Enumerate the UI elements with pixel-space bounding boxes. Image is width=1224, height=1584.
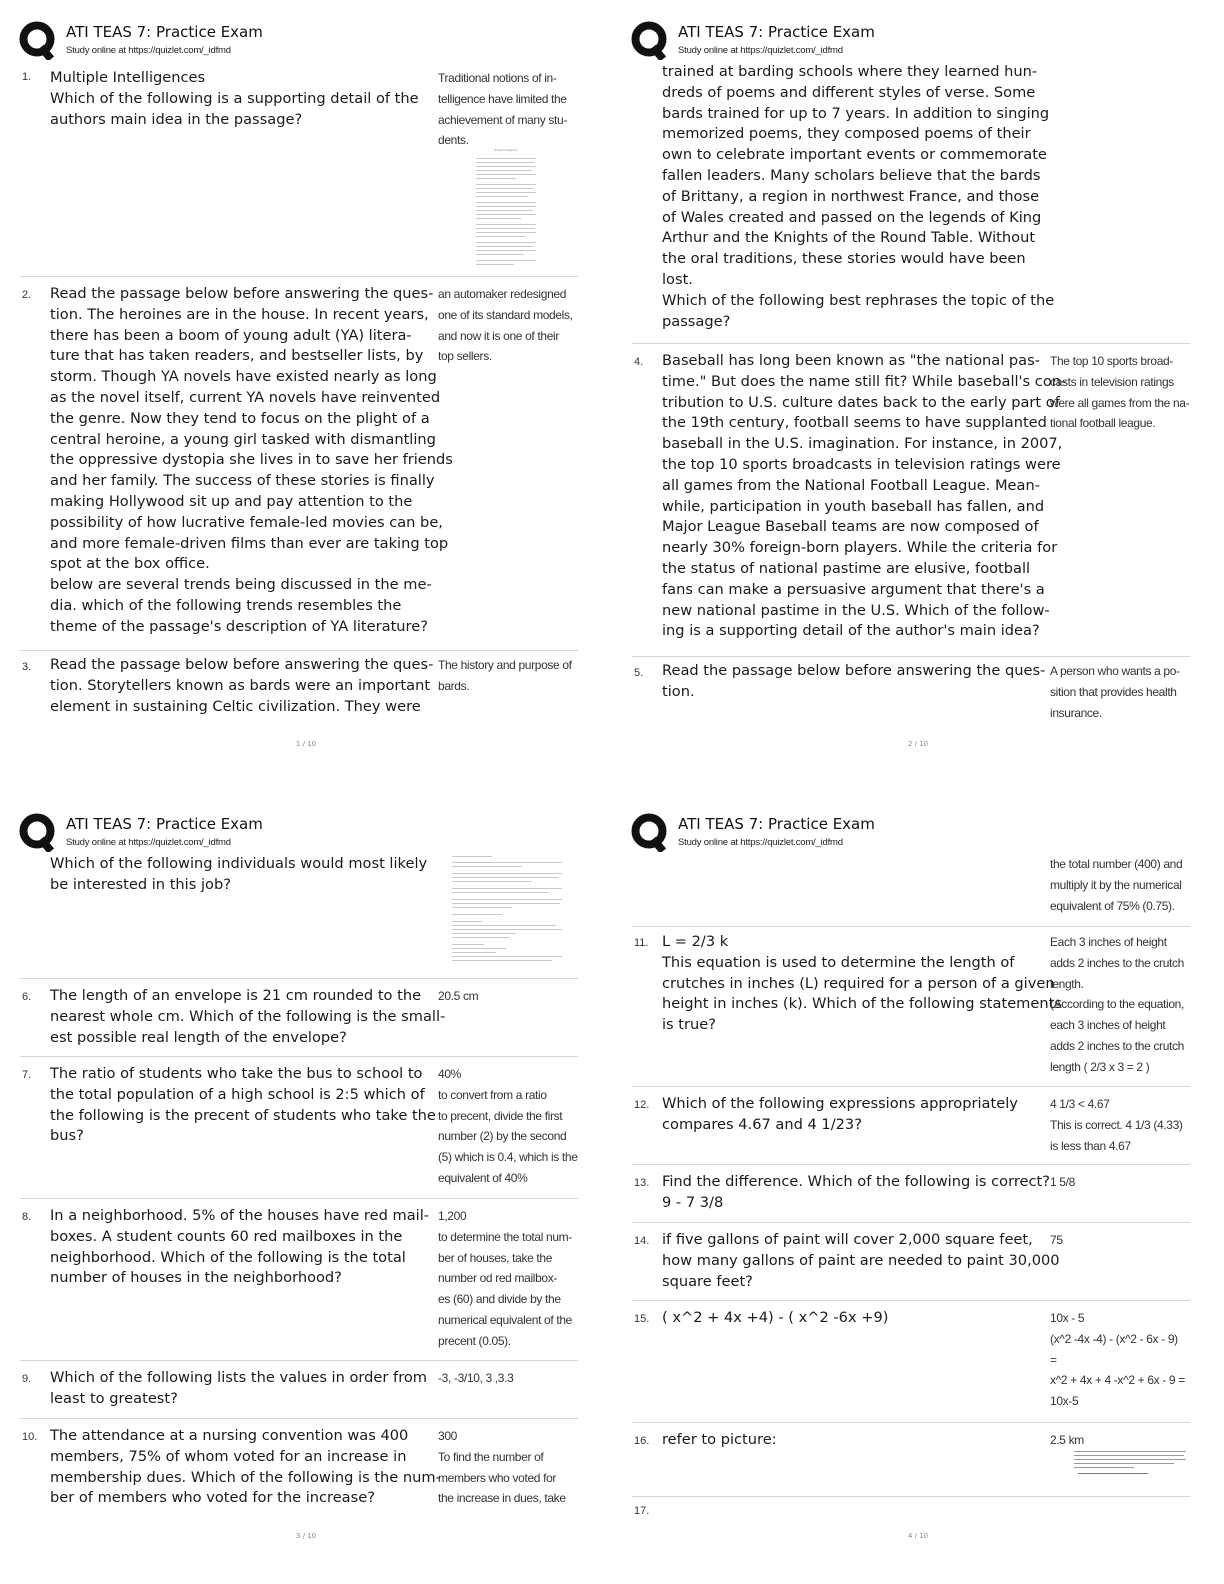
question-number: 10. — [22, 1431, 38, 1443]
question-text: Which of the following individuals would most likely be interested in this job? — [50, 855, 428, 893]
question-text: The ratio of students who take the bus to school to the total population of a high school is 2:5 which of the following is the precent of students who take the bus? — [50, 1065, 436, 1145]
question-text: Find the difference. Which of the following is correct? 9 - 7 3/8 — [662, 1173, 1050, 1211]
study-link[interactable]: Study online at https://quizlet.com/_idfmd — [66, 837, 231, 848]
question-number: 9. — [22, 1373, 32, 1385]
question-text: L = 2/3 k This equation is used to determine the length of crutches in inches (L) required for a person of a given height in inches (k). Which of the following statements is true? — [662, 933, 1062, 1034]
question-number: 14. — [634, 1235, 650, 1247]
question-number: 17. — [634, 1505, 650, 1517]
question-number: 11. — [634, 937, 649, 949]
question-text: refer to picture: — [662, 1431, 777, 1448]
question-card — [20, 1360, 578, 1417]
question-card — [20, 650, 578, 731]
question-number: 16. — [634, 1435, 650, 1447]
quizlet-logo-icon — [18, 812, 58, 852]
answer-text: 1 5/8 — [1050, 1175, 1075, 1189]
job-posting-thumbnail — [450, 854, 566, 972]
question-card — [20, 66, 578, 274]
question-number: 5. — [634, 667, 644, 679]
question-text: In a neighborhood. 5% of the houses have red mail- boxes. A student counts 60 red mailboxes in the neighborhood. Which of the following is the total number of houses in the neighborhood? — [50, 1207, 430, 1287]
page-number: 4 / 10 — [907, 1532, 929, 1540]
question-text: Multiple Intelligences Which of the following is a supporting detail of the authors main idea in the passage? — [50, 69, 419, 128]
question-number: 6. — [22, 991, 32, 1003]
question-card — [20, 1418, 578, 1519]
question-card — [20, 1198, 578, 1359]
quizlet-logo-icon — [630, 812, 670, 852]
page-number: 1 / 10 — [295, 740, 317, 748]
question-card — [632, 1222, 1190, 1299]
document-title: ATI TEAS 7: Practice Exam — [66, 23, 263, 41]
question-text: The attendance at a nursing convention was 400 members, 75% of whom voted for an increase in membership dues. Which of the following is the num- ber of members who voted for the increase? — [50, 1427, 441, 1507]
question-text: Which of the following lists the values in order from least to greatest? — [50, 1369, 428, 1407]
page-1 — [0, 0, 612, 792]
question-number: 7. — [22, 1069, 32, 1081]
question-card — [20, 1056, 578, 1197]
answer-text: The top 10 sports broad- casts in television ratings were all games from the na- tional football league. — [1050, 354, 1190, 431]
question-text: Read the passage below before answering the ques- tion. Storytellers known as bards were an important element in sustaining Celtic civilization. They were — [50, 656, 434, 715]
answer-text: an automaker redesigned one of its standard models, and now it is one of their top sellers. — [438, 287, 573, 364]
question-number: 2. — [22, 289, 32, 301]
answer-text: the total number (400) and multiply it by the numerical equivalent of 75% (0.75). — [1050, 857, 1183, 913]
question-continuation — [20, 854, 578, 976]
question-card — [632, 1086, 1190, 1163]
question-number: 15. — [634, 1313, 650, 1325]
answer-text: 2.5 km — [1050, 1433, 1084, 1447]
page-3 — [0, 792, 612, 1584]
question-text: trained at barding schools where they learned hun- dreds of poems and different styles of verse. Some bards trained for up to 7 years. In addition to singing memorized poems, they composed poems of their own to celebrate important events or commemorate fallen leaders. Many scholars believe that the bards of Brittany, a region in northwest France, and those of Wales created and passed on the legends of King Arthur and the Knights of the Round Table. Without the oral traditions, these stories would have been lost. Which of the following best rephrases the topic of the passage? — [662, 63, 1055, 330]
study-link[interactable]: Study online at https://quizlet.com/_idfmd — [66, 45, 231, 56]
answer-continuation — [632, 854, 1190, 924]
passage-thumbnail: Multiple Intelligences — [472, 148, 542, 270]
question-card — [632, 1164, 1190, 1221]
question-continuation — [632, 62, 1190, 342]
question-card — [632, 656, 1190, 737]
answer-text: 4 1/3 < 4.67 This is correct. 4 1/3 (4.33) is less than 4.67 — [1050, 1097, 1183, 1153]
document-title: ATI TEAS 7: Practice Exam — [678, 23, 875, 41]
page-4 — [612, 792, 1224, 1584]
question-number: 8. — [22, 1211, 32, 1223]
question-text: Which of the following expressions appropriately compares 4.67 and 4 1/23? — [662, 1095, 1018, 1133]
question-card — [632, 926, 1190, 1085]
question-card — [632, 1422, 1190, 1495]
answer-text: 10x - 5 (x^2 -4x -4) - (x^2 - 6x - 9) = x^2 + 4x + 4 -x^2 + 6x - 9 = 10x-5 — [1050, 1311, 1185, 1409]
question-text: if five gallons of paint will cover 2,000 square feet, how many gallons of paint are needed to paint 30,000 square feet? — [662, 1231, 1060, 1290]
question-number: 13. — [634, 1177, 650, 1189]
question-text: Read the passage below before answering the ques- tion. — [662, 662, 1046, 700]
answer-text: The history and purpose of bards. — [438, 658, 572, 693]
answer-text: 300 To find the number of members who voted for the increase in dues, take — [438, 1429, 566, 1506]
document-title: ATI TEAS 7: Practice Exam — [678, 815, 875, 833]
page-number: 3 / 10 — [295, 1532, 317, 1540]
page-number: 2 / 10 — [907, 740, 929, 748]
answer-text: 75 — [1050, 1233, 1063, 1247]
question-card — [632, 343, 1190, 656]
question-number: 4. — [634, 356, 644, 368]
question-text: The length of an envelope is 21 cm rounded to the nearest whole cm. Which of the following is the small- est possible real length of the envelope? — [50, 987, 446, 1046]
question-card — [20, 276, 578, 649]
question-number: 12. — [634, 1099, 650, 1111]
study-link[interactable]: Study online at https://quizlet.com/_idfmd — [678, 837, 843, 848]
study-link[interactable]: Study online at https://quizlet.com/_idfmd — [678, 45, 843, 56]
page-2 — [612, 0, 1224, 792]
question-text: Read the passage below before answering the ques- tion. The heroines are in the house. In recent years, there has been a boom of young adult (YA) litera- ture that has taken readers, and bestseller lists, by storm. Though YA novels have existed nearly as long as the novel itself, current YA novels have reinvented the genre. Now they tend to focus on the plight of a central heroine, a young girl tasked with dismantling the oppressive dystopia she lives in to save her friends and her family. The success of these stories is finally making Hollywood sit up and pay attention to the possibility of how lucrative female-led movies can be, and more female-driven films than ever are taking top spot at the box office. below are several trends being discussed in the me- dia. which of the following trends resembles the theme of the passage's description of YA literature? — [50, 285, 453, 635]
question-card — [632, 1300, 1190, 1415]
answer-text: Each 3 inches of height adds 2 inches to the crutch length. (According to the equation, each 3 inches of height adds 2 inches to the crutch length ( 2/3 x 3 = 2 ) — [1050, 935, 1184, 1074]
document-title: ATI TEAS 7: Practice Exam — [66, 815, 263, 833]
answer-text: -3, -3/10, 3 ,3.3 — [438, 1371, 514, 1385]
question-text: Baseball has long been known as "the national pas- time." But does the name still fit? While baseball's con- tribution to U.S. culture dates back to the early part of the 19th century, football seems to have supplanted baseball in the U.S. imagination. For instance, in 2007, the top 10 sports broadcasts in television ratings were all games from the National Football League. Mean- while, participation in youth baseball has fallen, and Major League Baseball teams are now composed of nearly 30% foreign-born players. While the criteria for the status of national pastime are elusive, football fans can make a persuasive argument that there's a new national pastime in the U.S. Which of the follow- ing is a supporting detail of the author's main idea? — [662, 352, 1067, 640]
question-number: 3. — [22, 661, 32, 673]
answer-text: 40% to convert from a ratio to precent, divide the first number (2) by the second (5) which is 0.4, which is the equivalent of 40% — [438, 1067, 578, 1185]
answer-text: 20.5 cm — [438, 989, 479, 1003]
question-card — [20, 978, 578, 1049]
question-number: 1. — [22, 71, 32, 83]
answer-text: 1,200 to determine the total num- ber of houses, take the number od red mailbox- es (60) and divide by the numerical equivalent of the precent (0.05). — [438, 1209, 572, 1348]
answer-text: Traditional notions of in- telligence have limited the achievement of many stu- dents. — [438, 71, 567, 148]
answer-text: A person who wants a po- sition that provides health insurance. — [1050, 664, 1180, 720]
quizlet-logo-icon — [18, 20, 58, 60]
question-card — [632, 1496, 1190, 1527]
distance-picture-thumbnail — [1072, 1449, 1190, 1481]
question-text: ( x^2 + 4x +4) - ( x^2 -6x +9) — [662, 1309, 889, 1326]
quizlet-logo-icon — [630, 20, 670, 60]
